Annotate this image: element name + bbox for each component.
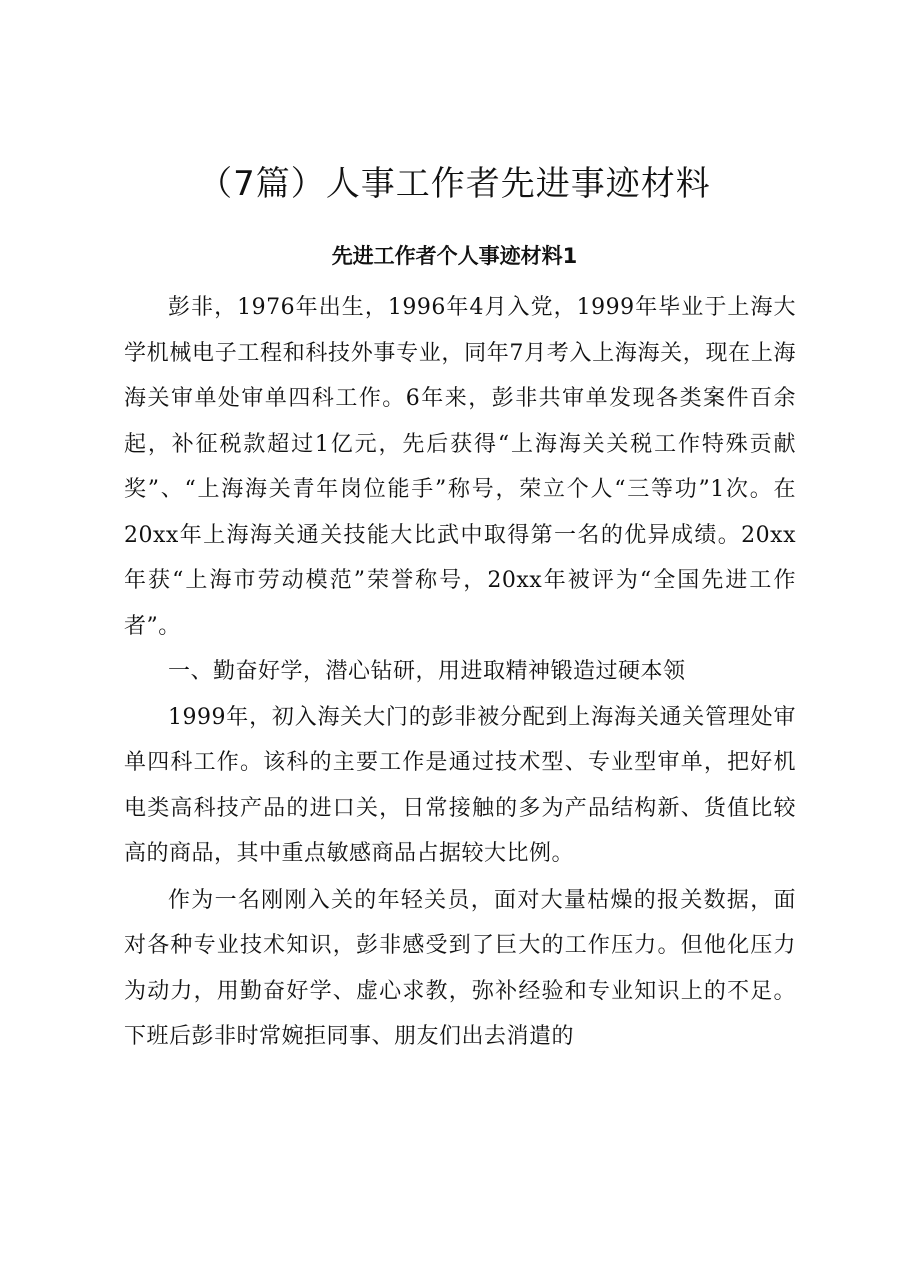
- document-body: [124, 285, 796, 1060]
- section-title: 先进工作者个人事迹材料1: [331, 244, 578, 268]
- paragraph-pressure: 作为一名刚刚入关的年轻关员，面对大量枯燥的报关数据，面对各种专业技术知识，彭非感受到了巨大的工作压力。但他化压力为动力，用勤奋好学、虚心求教，弥补经验和专业知识上的不足。下班后彭非时常婉拒同事、朋友们出去消遣的: [124, 887, 796, 1049]
- paragraph-1999: 1999年，初入海关大门的彭非被分配到上海海关通关管理处审单四科工作。该科的主要工作是通过技术型、专业型审单，把好机电类高科技产品的进口关，日常接触的多为产品结构新、货值比较高的商品，其中重点敏感商品占据较大比例。: [124, 704, 796, 866]
- paragraph-heading-1: 一、勤奋好学，潜心钻研，用进取精神锻造过硬本领: [168, 659, 686, 684]
- paragraph-intro: 彭非，1976年出生，1996年4月入党，1999年毕业于上海大学机械电子工程和科技外事专业，同年7月考入上海海关，现在上海海关审单处审单四科工作。6年来，彭非共审单发现各类案件百余起，补征税款超过1亿元，先后获得“上海海关关税工作特殊贡献奖”、“上海海关青年岗位能手”称号，荣立个人“三等功”1次。在20xx年上海海关通关技能大比武中取得第一名的优异成绩。20xx年获“上海市劳动模范”荣誉称号，20xx年被评为“全国先进工作者”。: [124, 295, 796, 639]
- document-title: （7篇）人事工作者先进事迹材料: [198, 164, 711, 204]
